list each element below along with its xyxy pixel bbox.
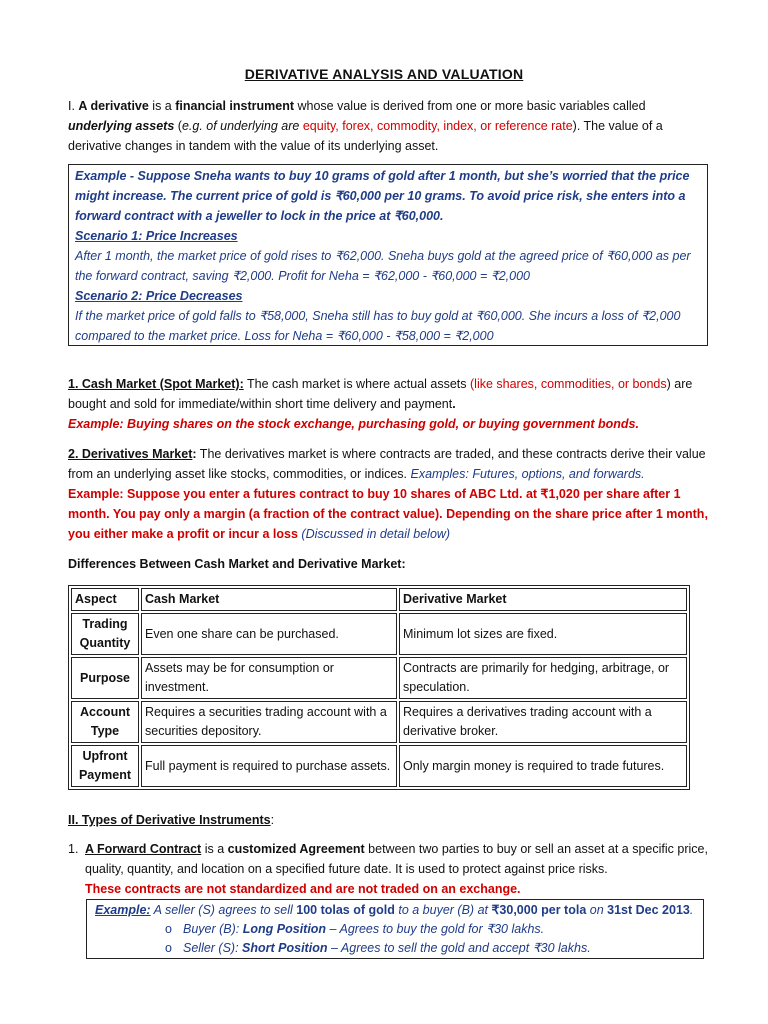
row-cash: Full payment is required to purchase assets. — [141, 745, 397, 787]
cash-market-text: The cash market is where actual assets — [243, 377, 470, 391]
buyer-text: – Agrees to buy the gold for ₹30 lakhs. — [326, 922, 545, 936]
scenario-1-title: Scenario 1: Price Increases — [75, 229, 238, 243]
row-aspect: Purpose — [71, 657, 139, 699]
intro-paragraph — [68, 96, 708, 156]
forward-contract-item — [68, 839, 708, 899]
forward-customized-agreement: customized Agreement — [227, 842, 365, 856]
cash-market-text: ) are bought and sold for immediate/within short time delivery and payment — [68, 377, 693, 411]
cash-market-dot: . — [452, 397, 456, 411]
row-derivative: Only margin money is required to trade futures. — [399, 745, 687, 787]
column-header-derivative: Derivative Market — [399, 588, 687, 611]
intro-financial-instrument: financial instrument — [175, 99, 295, 113]
row-derivative: Requires a derivatives trading account with a derivative broker. — [399, 701, 687, 743]
forward-text: is a — [201, 842, 228, 856]
row-derivative: Contracts are primarily for hedging, arbitrage, or speculation. — [399, 657, 687, 699]
example-text: . — [689, 903, 694, 917]
table-row — [71, 613, 687, 655]
example-text: A seller (S) agrees to sell — [150, 903, 297, 917]
forward-contract-term: A Forward Contract — [85, 842, 202, 856]
list-number: 1. — [68, 842, 79, 856]
intro-underlying-list: equity, forex, commodity, index, or reference rate — [302, 119, 573, 133]
cash-market-section — [68, 374, 708, 434]
seller-position: Short Position — [242, 941, 328, 955]
intro-text: ( — [174, 119, 182, 133]
intro-eg: e.g. of underlying are — [181, 119, 303, 133]
cash-market-example: Example: Buying shares on the stock exchange, purchasing gold, or buying government bonds. — [68, 417, 639, 431]
intro-term: A derivative — [78, 99, 149, 113]
types-heading: II. Types of Derivative Instruments — [68, 813, 271, 827]
row-aspect: Account Type — [71, 701, 139, 743]
intro-text: is a — [148, 99, 176, 113]
cash-market-heading: 1. Cash Market (Spot Market): — [68, 377, 244, 391]
scenario-2-text: If the market price of gold falls to ₹58,000, Sneha still has to buy gold at ₹60,000. She incurs a loss of ₹2,000 compared to the market price. Loss for Neha = ₹60,000 - ₹58,000 = ₹2,000 — [75, 309, 681, 343]
table-row — [71, 745, 687, 787]
seller-item — [95, 939, 695, 958]
derivatives-market-text: The derivatives market is where contracts are traded, and these contracts derive their value from an underlying asset like stocks, commodities, or indices. — [68, 447, 706, 481]
intro-text: ). The value of a derivative changes in tandem with the value of its underlying asset. — [68, 119, 663, 153]
buyer-label: Buyer (B): — [183, 922, 243, 936]
example-text: to a buyer (B) at — [394, 903, 492, 917]
forward-example-box — [86, 899, 704, 959]
buyer-position: Long Position — [242, 922, 327, 936]
seller-label: Seller (S): — [183, 941, 243, 955]
forward-not-standardized: These contracts are not standardized and are not traded on an exchange. — [85, 882, 521, 896]
seller-text: – Agrees to sell the gold and accept ₹30 lakhs. — [327, 941, 591, 955]
example-quantity: 100 tolas of gold — [296, 903, 395, 917]
example-label: Example: — [95, 903, 151, 917]
derivatives-market-colon: : — [192, 447, 197, 461]
row-derivative: Minimum lot sizes are fixed. — [399, 613, 687, 655]
scenario-1-text: After 1 month, the market price of gold rises to ₹62,000. Sneha buys gold at the agreed price of ₹60,000 as per the forward contract, saving ₹2,000. Profit for Neha = ₹62,000 - ₹60,000 = ₹2,000 — [75, 249, 691, 283]
example-price: ₹30,000 per tola — [491, 903, 587, 917]
scenario-2-title: Scenario 2: Price Decreases — [75, 289, 243, 303]
derivatives-market-example: Example: Suppose you enter a futures contract to buy 10 shares of ABC Ltd. at ₹1,020 per share after 1 month. You pay only a margin (a fraction of the contract value). Depending on the share price after 1 month, you either make a profit or incur a loss — [68, 487, 708, 541]
types-section — [68, 810, 708, 830]
table-row — [71, 657, 687, 699]
differences-heading: Differences Between Cash Market and Derivative Market: — [68, 557, 406, 571]
intro-text: whose value is derived from one or more basic variables called — [294, 99, 646, 113]
types-colon: : — [270, 813, 275, 827]
intro-underlying-assets: underlying assets — [68, 119, 175, 133]
intro-prefix: I. — [68, 99, 79, 113]
column-header-cash: Cash Market — [141, 588, 397, 611]
row-cash: Assets may be for consumption or investment. — [141, 657, 397, 699]
row-aspect: Trading Quantity — [71, 613, 139, 655]
row-cash: Requires a securities trading account with a securities depository. — [141, 701, 397, 743]
table-header-row — [71, 588, 687, 611]
example-date: 31st Dec 2013 — [607, 903, 690, 917]
bullet-icon: o — [165, 941, 172, 955]
row-cash: Even one share can be purchased. — [141, 613, 397, 655]
derivatives-market-examples: Examples: Futures, options, and forwards. — [410, 467, 645, 481]
cash-market-assets: (like shares, commodities, or bonds — [470, 377, 667, 391]
example-text: on — [586, 903, 608, 917]
derivatives-market-note: (Discussed in detail below) — [297, 527, 451, 541]
differences-table — [68, 585, 690, 790]
gold-example-box — [68, 164, 708, 346]
forward-text: between two parties to buy or sell an asset at a specific price, quality, quantity, and location on a specified future date. It is used to protect against price risks. — [85, 842, 708, 876]
page-title: DERIVATIVE ANALYSIS AND VALUATION — [244, 66, 524, 82]
derivatives-market-section — [68, 444, 708, 544]
table-row — [71, 701, 687, 743]
buyer-item — [95, 920, 695, 939]
row-aspect: Upfront Payment — [71, 745, 139, 787]
column-header-aspect: Aspect — [71, 588, 139, 611]
derivatives-market-heading: 2. Derivatives Market — [68, 447, 193, 461]
bullet-icon: o — [165, 922, 172, 936]
example-intro: Example - Suppose Sneha wants to buy 10 grams of gold after 1 month, but she’s worried that the price might increase. The current price of gold is ₹60,000 per 10 grams. To avoid price risk, she enters into a forward contract with a jeweller to lock in the price at ₹60,000. — [75, 169, 690, 223]
